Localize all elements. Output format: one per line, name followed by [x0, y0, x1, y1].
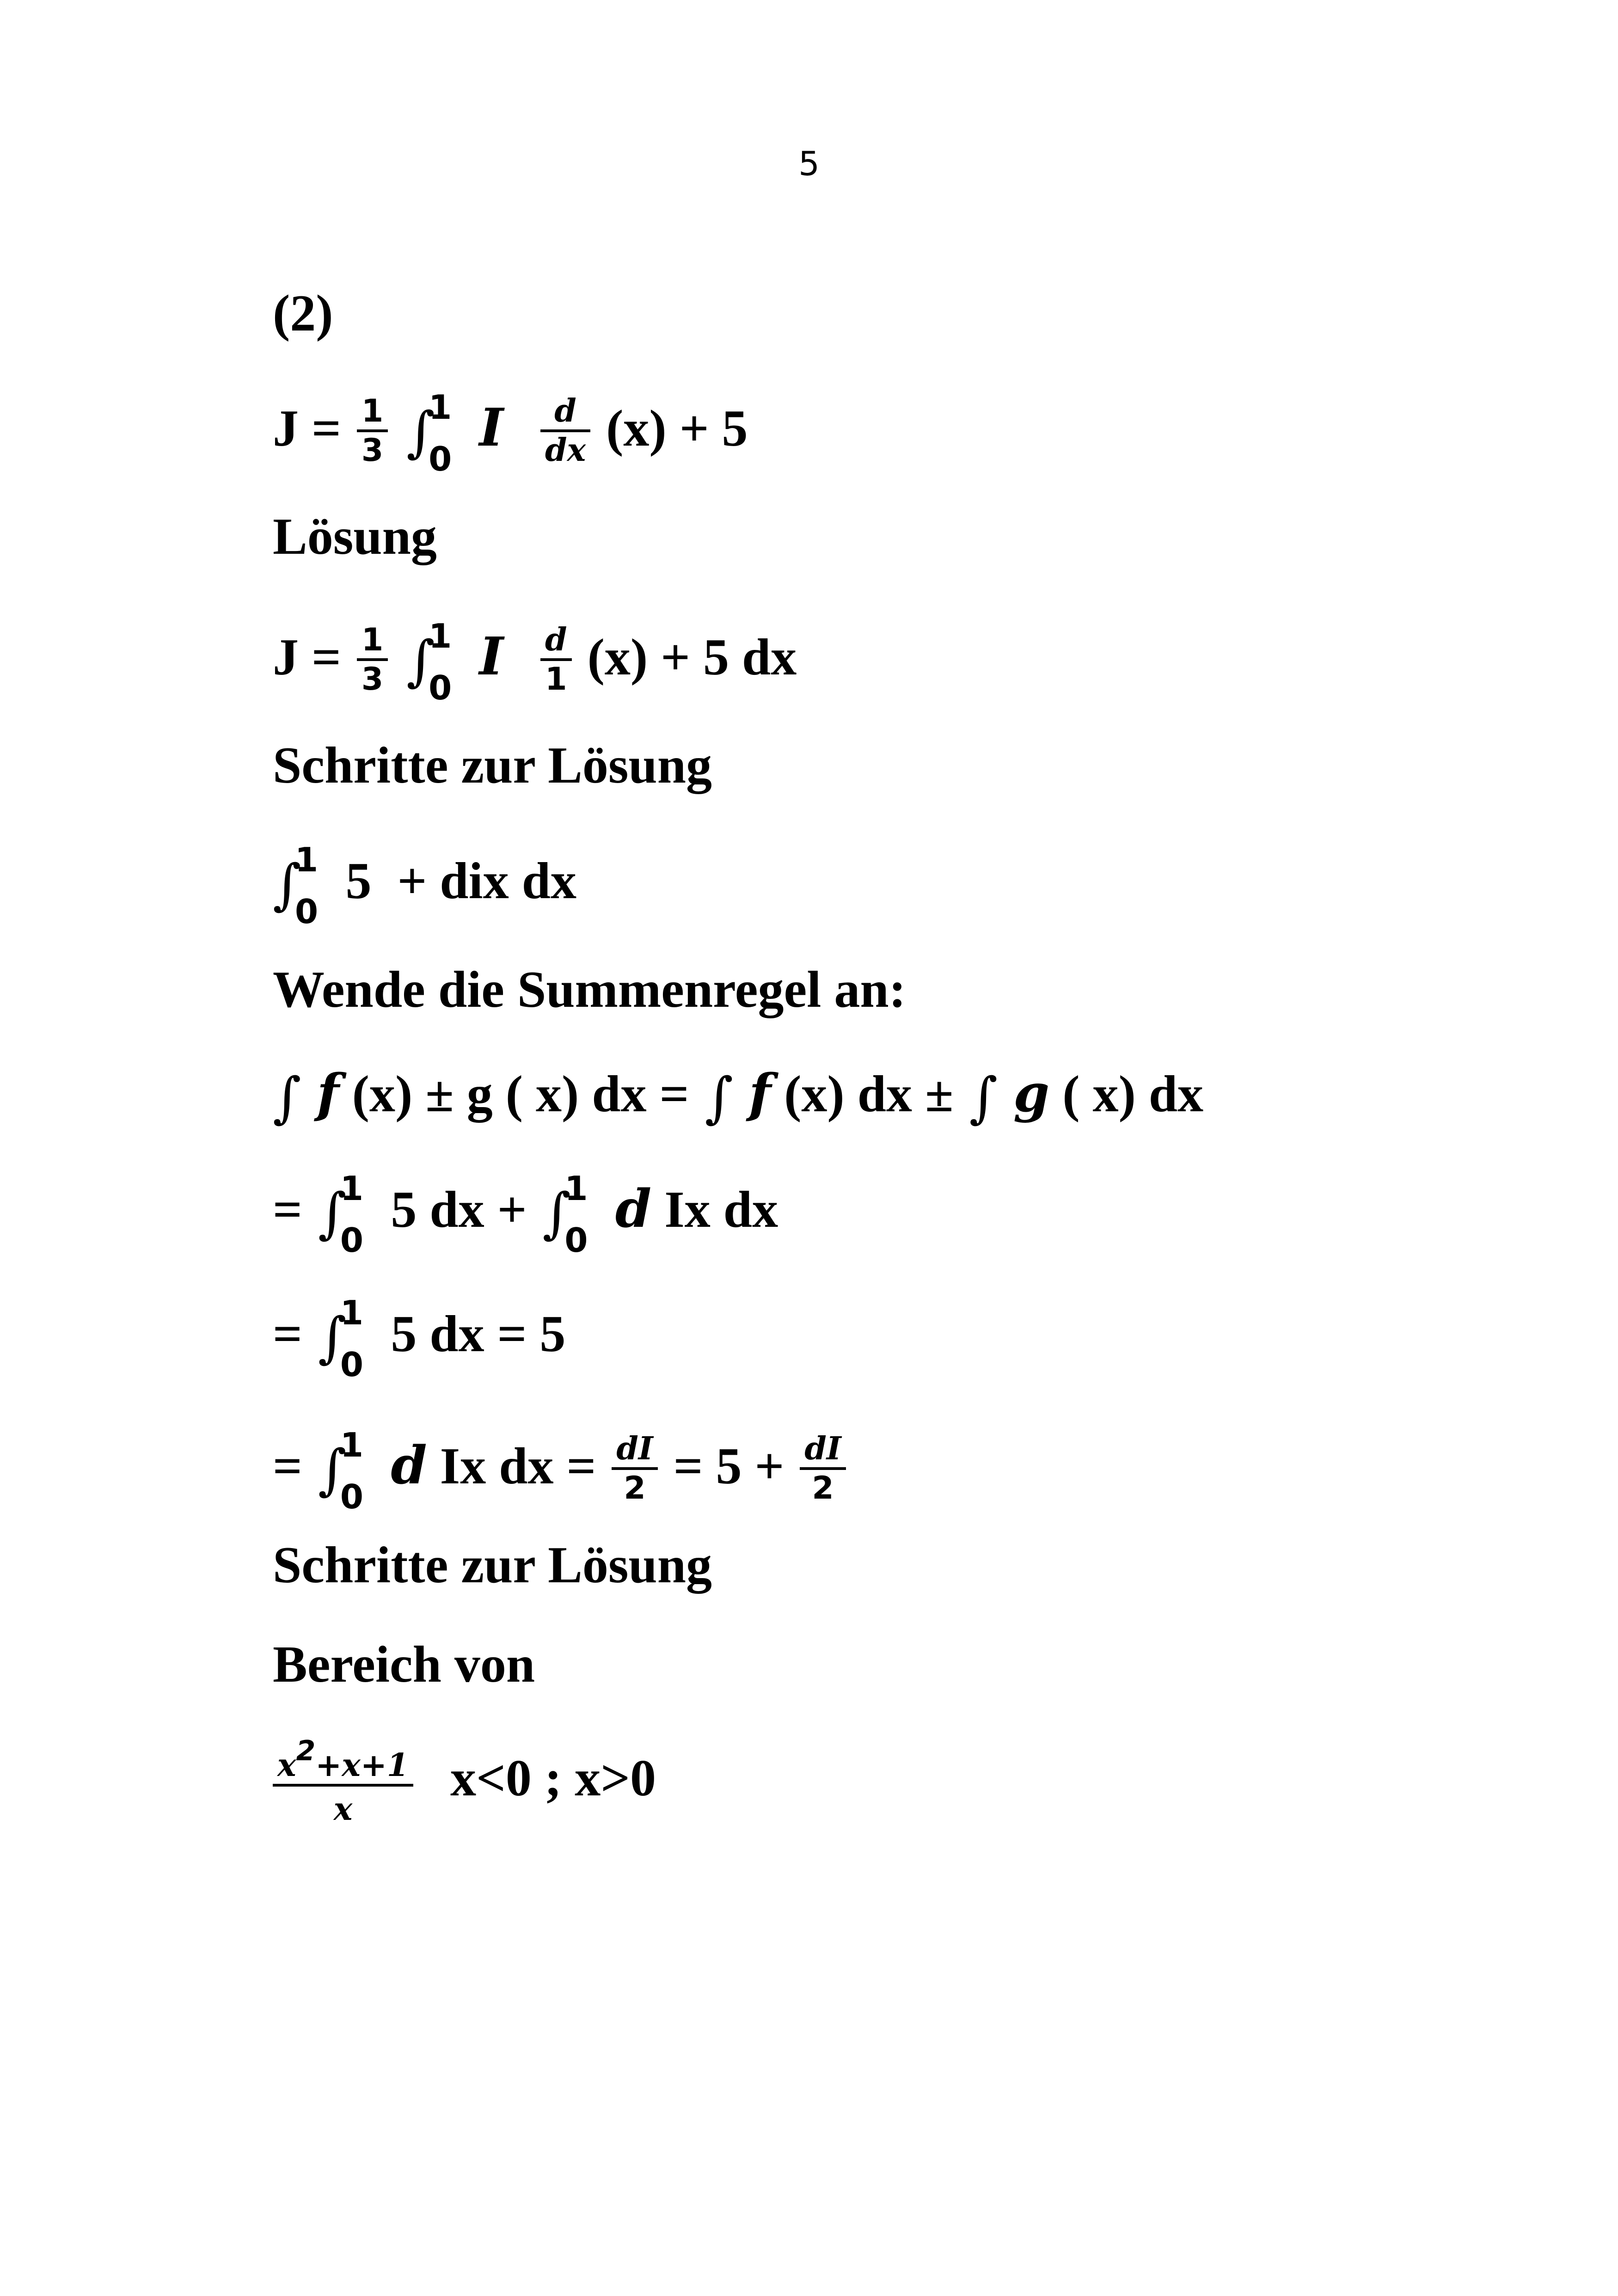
- eq1-derivative: [540, 392, 590, 469]
- equation-6: [273, 1425, 849, 1516]
- eq6-prefix: =: [273, 1438, 302, 1495]
- eq2-derivative: [540, 621, 572, 698]
- eq4-int2-upper: 1: [564, 1169, 588, 1208]
- eq2-tail: (x) + 5 dx: [587, 629, 797, 686]
- eq5-lower-limit: 0: [340, 1345, 363, 1384]
- eq6-f1-den: 2: [624, 1470, 646, 1507]
- eq1-coefficient: [357, 395, 388, 467]
- eq6-body: Ix dx =: [440, 1438, 596, 1495]
- eq6-f2-num: dI: [800, 1433, 846, 1470]
- rule-text-2: (x) dx ±: [784, 1065, 954, 1123]
- heading-bereich: Bereich von: [273, 1636, 535, 1693]
- equation-5: [273, 1293, 566, 1384]
- heading-loesung: Lösung: [273, 508, 437, 565]
- eq1-variable: I: [479, 398, 504, 459]
- eq3-integral: ∫ 1 0: [273, 840, 319, 931]
- rule-f1: f: [317, 1063, 339, 1124]
- eq6-lower-limit: 0: [340, 1477, 363, 1516]
- rule-text-3: ( x) dx: [1062, 1065, 1204, 1123]
- eq2-lhs: J =: [273, 629, 341, 686]
- domain-num-rest: +x+1: [315, 1747, 409, 1784]
- eq2-coefficient: [357, 624, 388, 696]
- eq4-variable: d: [615, 1179, 652, 1239]
- eq1-upper-limit: 1: [429, 387, 452, 427]
- eq4-body-1: 5 dx +: [391, 1181, 527, 1238]
- eq3-body: 5 + dix dx: [345, 852, 576, 910]
- eq6-integral: ∫ 1 0: [318, 1425, 363, 1516]
- equation-4: [273, 1169, 778, 1260]
- eq4-prefix: =: [273, 1181, 302, 1238]
- equation-1: [273, 387, 748, 478]
- eq2-coef-num: 1: [357, 624, 388, 661]
- eq1-lower-limit: 0: [429, 439, 452, 478]
- eq6-f1-num: dI: [612, 1433, 657, 1470]
- domain-expression: [273, 1735, 656, 1829]
- eq3-lower-limit: 0: [295, 892, 319, 931]
- eq4-int1-upper: 1: [340, 1169, 363, 1208]
- rule-f2: f: [748, 1063, 772, 1124]
- eq1-lhs: J =: [273, 400, 341, 458]
- domain-num-exponent: 2: [296, 1735, 316, 1767]
- domain-fraction: [273, 1735, 413, 1826]
- heading-summenregel: Wende die Summenregel an:: [273, 961, 906, 1018]
- eq4-body-2: Ix dx: [664, 1181, 778, 1238]
- heading-schritte-2: Schritte zur Lösung: [273, 1537, 712, 1594]
- eq4-int1-lower: 0: [340, 1220, 363, 1260]
- equation-2: [273, 616, 797, 707]
- equation-3: [273, 840, 576, 931]
- domain-condition: x<0 ; x>0: [450, 1750, 656, 1807]
- eq2-upper-limit: 1: [429, 616, 452, 655]
- eq4-integral-1: ∫ 1 0: [318, 1169, 363, 1260]
- eq6-fraction-2: [800, 1430, 846, 1507]
- eq1-coef-den: 3: [361, 432, 384, 469]
- eq5-integral: ∫ 1 0: [318, 1293, 363, 1384]
- eq1-d-num: d: [540, 395, 590, 432]
- rule-g: g: [1013, 1063, 1050, 1124]
- problem-label: (2): [273, 285, 333, 342]
- domain-numerator: [273, 1735, 413, 1787]
- eq2-d-den: 1: [545, 661, 567, 698]
- eq6-f2-den: 2: [812, 1470, 834, 1507]
- eq2-d-num: d: [540, 624, 572, 661]
- eq4-integral-2: ∫ 1 0: [542, 1169, 588, 1260]
- eq1-d-den: dx: [545, 432, 586, 469]
- eq5-upper-limit: 1: [340, 1293, 363, 1332]
- heading-schritte-1: Schritte zur Lösung: [273, 737, 712, 794]
- eq1-tail: (x) + 5: [606, 400, 748, 458]
- eq6-upper-limit: 1: [340, 1425, 363, 1464]
- eq2-variable: I: [479, 626, 504, 687]
- rule-text-1: (x) ± g ( x) dx =: [352, 1065, 689, 1123]
- eq4-int2-lower: 0: [564, 1220, 588, 1260]
- sum-rule: ∫ f (x) ± g ( x) dx = ∫ f (x) dx ± ∫ g ( x) dx: [273, 1063, 1204, 1129]
- eq2-lower-limit: 0: [429, 668, 452, 707]
- eq3-upper-limit: 1: [295, 840, 319, 879]
- eq1-coef-num: 1: [357, 395, 388, 432]
- eq2-integral: ∫ 1 0: [406, 616, 452, 707]
- domain-denominator: x: [333, 1791, 353, 1828]
- eq6-fraction-1: [612, 1430, 657, 1507]
- eq5-prefix: =: [273, 1305, 302, 1363]
- eq5-body: 5 dx = 5: [391, 1305, 566, 1363]
- domain-num-x: x: [277, 1747, 296, 1784]
- eq2-coef-den: 3: [361, 661, 384, 698]
- page-number: 5: [798, 144, 820, 183]
- eq1-integral: ∫ 1 0: [406, 387, 452, 478]
- eq6-variable: d: [391, 1435, 427, 1496]
- eq6-mid: = 5 +: [673, 1438, 784, 1495]
